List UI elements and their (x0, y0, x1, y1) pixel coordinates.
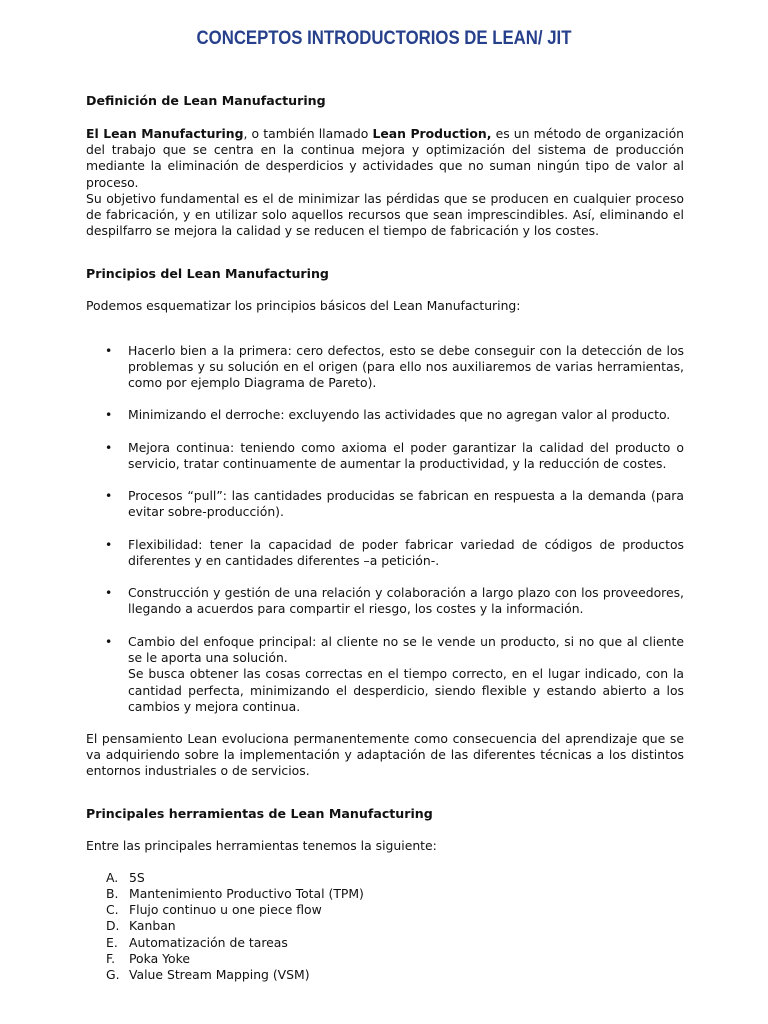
principles-heading: Principios del Lean Manufacturing (86, 266, 329, 281)
bullet-icon: • (105, 634, 113, 649)
list-letter: C. (106, 902, 119, 917)
list-item (86, 488, 684, 520)
tool-text: Automatización de tareas (129, 935, 288, 950)
principle-text: Flexibilidad: tener la capacidad de poder fabricar variedad de códigos de productos diferentes y en cantidades diferentes –a petición-. (128, 537, 684, 569)
term-lean-production: Lean Production, (372, 126, 492, 141)
principle-text: Hacerlo bien a la primera: cero defectos, esto se debe conseguir con la detección de los problemas y su solución en el origen (para ello nos auxiliaremos de varias herramientas, como por ejemplo Diagrama de Pareto). (128, 343, 684, 391)
list-letter: A. (106, 870, 119, 885)
page-title: CONCEPTOS INTRODUCTORIOS DE LEAN/ JIT (196, 27, 572, 49)
definition-text-mid: , o también llamado (243, 126, 373, 141)
bullet-icon: • (105, 440, 113, 455)
term-lean-manufacturing: El Lean Manufacturing (86, 126, 244, 141)
tool-text: Mantenimiento Productivo Total (TPM) (129, 886, 364, 901)
bullet-icon: • (105, 407, 113, 422)
bullet-icon: • (105, 585, 113, 600)
principles-closing: El pensamiento Lean evoluciona permanentemente como consecuencia del aprendizaje que se va adquiriendo sobre la implementación y adaptación de las diferentes técnicas a los distintos entornos industriales o de servicios. (86, 731, 684, 779)
tools-intro: Entre las principales herramientas tenemos la siguiente: (86, 838, 437, 853)
list-item (86, 585, 684, 617)
list-item (86, 343, 684, 392)
tool-text: Flujo continuo u one piece flow (129, 902, 322, 917)
principle-text: Construcción y gestión de una relación y colaboración a largo plazo con los proveedores, llegando a acuerdos para compartir el riesgo, los costes y la información. (128, 585, 684, 617)
tool-text: 5S (129, 870, 145, 885)
principle-text: Cambio del enfoque principal: al cliente no se le vende un producto, si no que al cliente se le aporta una solución. (128, 634, 684, 666)
tool-text: Kanban (129, 918, 176, 933)
principles-intro: Podemos esquematizar los principios básicos del Lean Manufacturing: (86, 298, 521, 313)
definition-paragraph-2: Su objetivo fundamental es el de minimizar las pérdidas que se producen en cualquier proceso de fabricación, y en utilizar solo aquellos recursos que sean imprescindibles. Así, eliminando el despilfarro se mejora la calidad y se reducen el tiempo de fabricación y los costes. (86, 191, 684, 239)
list-letter: B. (106, 886, 119, 901)
tool-text: Value Stream Mapping (VSM) (129, 967, 310, 982)
definition-text-rest: es un método de organización del trabajo que se centra en la continua mejora y optimización del sistema de producción mediante la eliminación de desperdicios y actividades que no suman ningún tipo de valor al proceso. (86, 126, 684, 190)
definition-paragraph-1 (86, 126, 684, 191)
bullet-icon: • (105, 488, 113, 503)
principle-text: Mejora continua: teniendo como axioma el poder garantizar la calidad del producto o servicio, tratar continuamente de aumentar la productividad, y la reducción de costes. (128, 440, 684, 472)
principle-text: Minimizando el derroche: excluyendo las actividades que no agregan valor al producto. (128, 407, 671, 422)
bullet-icon: • (105, 537, 113, 552)
list-item (86, 440, 684, 472)
tool-text: Poka Yoke (129, 951, 190, 966)
tools-heading: Principales herramientas de Lean Manufacturing (86, 806, 433, 821)
list-letter: E. (106, 935, 118, 950)
principle-extra-text: Se busca obtener las cosas correctas en el tiempo correcto, en el lugar indicado, con la cantidad perfecta, minimizando el desperdicio, siendo flexible y estando abierto a los cambios y mejora continua. (128, 666, 684, 714)
list-item (86, 634, 684, 715)
list-item (86, 407, 684, 423)
list-letter: F. (106, 951, 116, 966)
principle-text: Procesos “pull”: las cantidades producidas se fabrican en respuesta a la demanda (para evitar sobre-producción). (128, 488, 684, 520)
list-item (86, 537, 684, 569)
list-letter: D. (106, 918, 120, 933)
definition-heading: Definición de Lean Manufacturing (86, 93, 326, 108)
list-letter: G. (106, 967, 120, 982)
bullet-icon: • (105, 343, 113, 358)
